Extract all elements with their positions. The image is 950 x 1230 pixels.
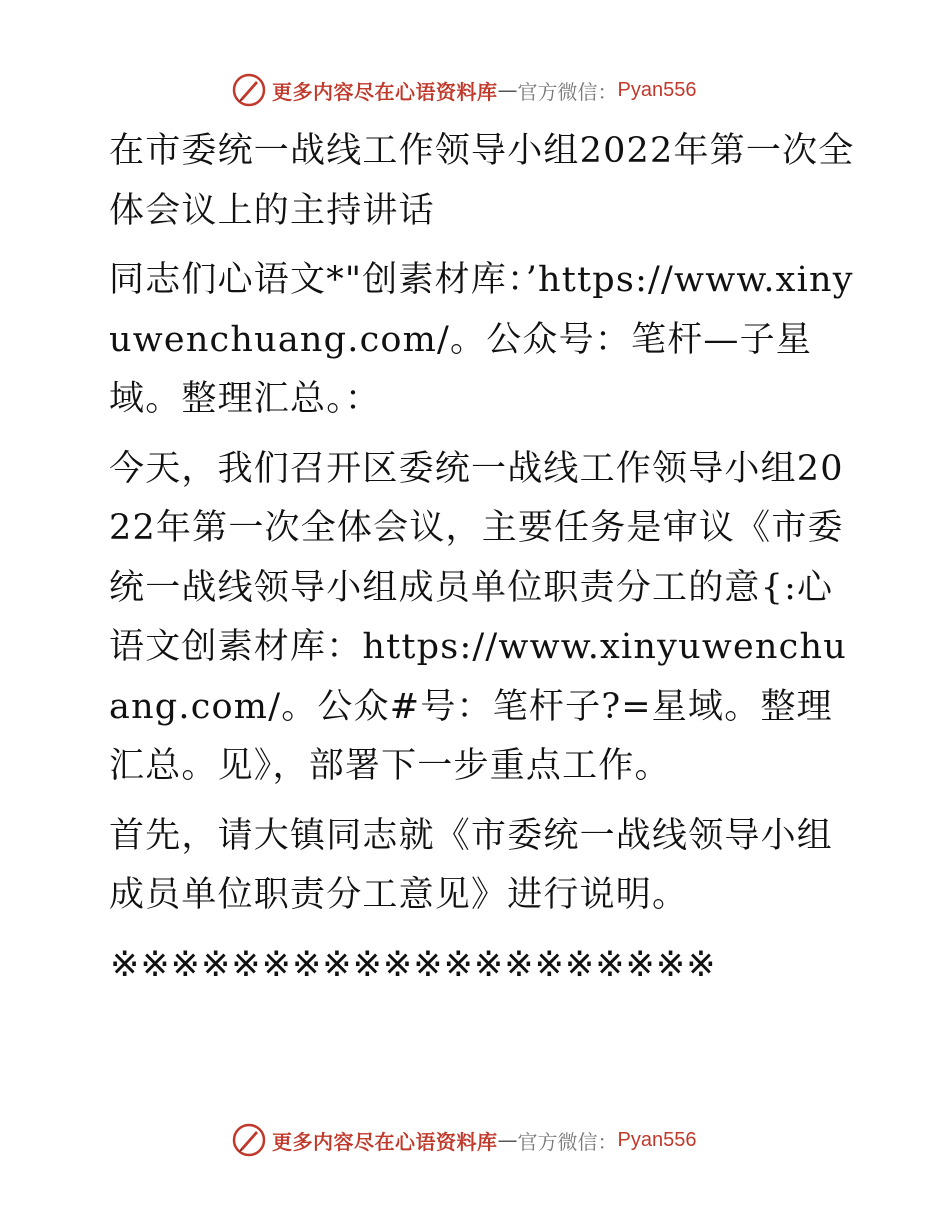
banner-wechat-handle: Pyan556 [617, 78, 697, 101]
quill-pen-icon [232, 73, 266, 107]
banner-wechat-label: 官方微信： [517, 1129, 618, 1154]
paragraph-greeting: 同志们心语文*"创素材库：’https://www.xinyuwenchuang.com/。公众号：笔杆—子星域。整理汇总。： [109, 260, 854, 419]
document-body [97, 122, 857, 936]
banner-slogan: 更多内容尽在心语资料库 [272, 79, 498, 104]
separator-line: ※※※※※※※※※※※※※※※※※※※※ [110, 945, 717, 985]
banner-dash: — [497, 1128, 518, 1152]
quill-pen-icon [232, 1123, 266, 1157]
banner-wechat-label: 官方微信： [517, 79, 618, 104]
banner-dash: — [497, 78, 518, 102]
paragraph-first: 首先，请大镇同志就《市委统一战线领导小组成员单位职责分工意见》进行说明。 [109, 815, 834, 915]
banner-wechat-handle: Pyan556 [617, 1128, 697, 1151]
paragraph-intro: 今天，我们召开区委统一战线工作领导小组2022年第一次全体会议，主要任务是审议《市委统一战线领导小组成员单位职责分工的意{:心语文创素材库：https://www.xinyuwenchuang.com/。公众#号：笔杆子?=星域。整理汇总。见》，部署下一步重点工作。 [109, 448, 847, 786]
footer-banner [232, 1120, 696, 1160]
banner-slogan: 更多内容尽在心语资料库 [272, 1129, 498, 1154]
header-banner [232, 70, 696, 110]
document-title: 在市委统一战线工作领导小组2022年第一次全体会议上的主持讲话 [109, 131, 855, 231]
